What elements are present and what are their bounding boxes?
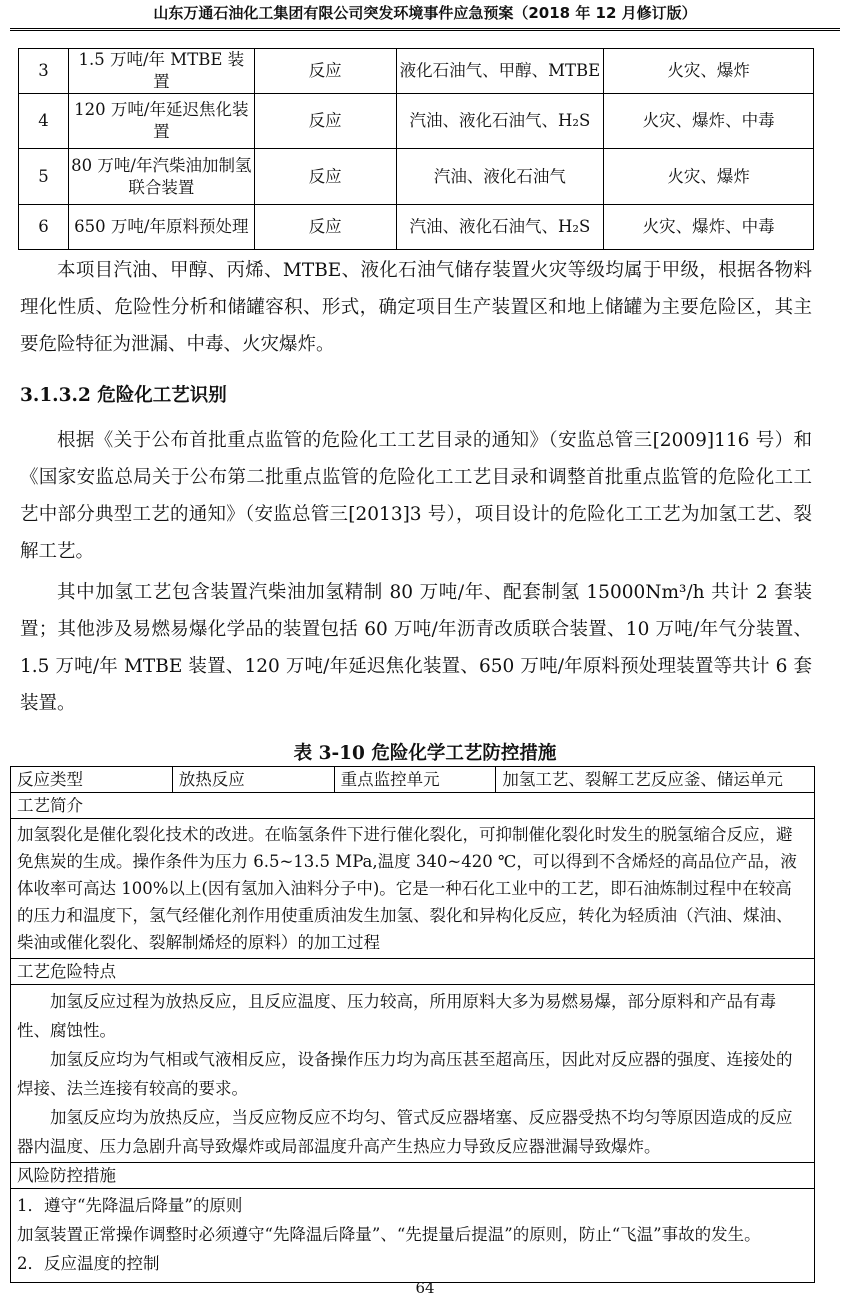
hazard-type: 火灾、爆炸、中毒	[604, 205, 814, 250]
header-title: 山东万通石油化工集团有限公司突发环境事件应急预案（2018 年 12 月修订版）	[153, 4, 697, 22]
storage-hazard-paragraph: 本项目汽油、甲醇、丙烯、MTBE、液化石油气储存装置火灾等级均属于甲级，根据各物料理化性质、危险性分析和储罐容积、形式，确定项目生产装置区和地上储罐为主要危险区，其主要危险特征为泄漏、中毒、火灾爆炸。	[20, 260, 812, 355]
hazard-features-label: 工艺危险特点	[11, 959, 815, 985]
hazard-paragraph: 加氢反应均为放热反应，当反应物反应不均匀、管式反应器堵塞、反应器受热不均匀等原因造成的反应器内温度、压力急剧升高导致爆炸或局部温度升高产生热应力导致反应器泄漏导致爆炸。	[17, 1108, 793, 1156]
hazard-type: 火灾、爆炸	[604, 149, 814, 205]
hazard-features-cell	[11, 985, 815, 1163]
hazard-paragraph: 加氢反应均为气相或气液相反应，设备操作压力均为高压甚至超高压，因此对反应器的强度、连接处的焊接、法兰连接有较高的要求。	[17, 1050, 793, 1098]
table-row	[11, 985, 815, 1163]
hazardous-materials: 汽油、液化石油气	[396, 149, 604, 205]
table-row	[11, 819, 815, 959]
table-caption: 表 3-10 危险化学工艺防控措施	[293, 743, 557, 764]
unit-name: 1.5 万吨/年 MTBE 装置	[68, 49, 254, 94]
hazardous-materials: 汽油、液化石油气、H₂S	[396, 205, 604, 250]
row-number: 4	[19, 94, 69, 149]
table-row	[19, 149, 814, 205]
table-row	[11, 1189, 815, 1283]
table-row	[19, 94, 814, 149]
control-measures-label: 风险防控措施	[11, 1163, 815, 1189]
process-type: 反应	[254, 49, 396, 94]
section-heading: 3.1.3.2 危险化工艺识别	[20, 385, 227, 406]
table-row	[11, 1163, 815, 1189]
control-measures-cell	[11, 1189, 815, 1283]
table-row	[11, 959, 815, 985]
page-header	[10, 0, 840, 31]
table-row	[19, 49, 814, 94]
control-item: 1．遵守“先降温后降量”的原则	[17, 1196, 243, 1215]
hazard-units-table	[18, 48, 814, 250]
hazard-type: 火灾、爆炸	[604, 49, 814, 94]
hazard-type: 火灾、爆炸、中毒	[604, 94, 814, 149]
units-paragraph: 其中加氢工艺包含装置汽柴油加氢精制 80 万吨/年、配套制氢 15000Nm³/h 共计 2 套装置；其他涉及易燃易爆化学品的装置包括 60 万吨/年沥青改质联合装置、10 万吨/年气分装置、1.5 万吨/年 MTBE 装置、120 万吨/年延迟焦化装置、650 万吨/年原料预处理装置等共计 6 套装置。	[20, 582, 812, 714]
control-item: 2．反应温度的控制	[17, 1254, 160, 1273]
intro-text: 加氢裂化是催化裂化技术的改进。在临氢条件下进行催化裂化，可抑制催化裂化时发生的脱氢缩合反应，避免焦炭的生成。操作条件为压力 6.5~13.5 MPa,温度 340~420 ℃，可以得到不含烯烃的高品位产品，液体收率可高达 100%以上(因有氢加入油料分子中)。它是一种石化工业中的工艺，即石油炼制过程中在较高的压力和温度下，氢气经催化剂作用使重质油发生加氢、裂化和异构化反应，转化为轻质油（汽油、煤油、柴油或催化裂化、裂解制烯烃的原料）的加工过程	[11, 819, 815, 959]
hazardous-materials: 汽油、液化石油气、H₂S	[396, 94, 604, 149]
monitor-unit-value: 加氢工艺、裂解工艺反应釜、储运单元	[496, 767, 815, 793]
reaction-type-label: 反应类型	[11, 767, 173, 793]
row-number: 3	[19, 49, 69, 94]
unit-name: 80 万吨/年汽柴油加制氢联合装置	[68, 149, 254, 205]
hazard-paragraph: 加氢反应过程为放热反应，且反应温度、压力较高，所用原料大多为易燃易爆，部分原料和产品有毒性、腐蚀性。	[17, 992, 776, 1040]
unit-name: 650 万吨/年原料预处理	[68, 205, 254, 250]
process-control-table	[10, 766, 815, 1283]
process-type: 反应	[254, 205, 396, 250]
reaction-type-value: 放热反应	[172, 767, 334, 793]
table-row	[11, 767, 815, 793]
process-type: 反应	[254, 149, 396, 205]
table-row	[11, 793, 815, 819]
process-type: 反应	[254, 94, 396, 149]
unit-name: 120 万吨/年延迟焦化装置	[68, 94, 254, 149]
table-row	[19, 205, 814, 250]
page-number: 64	[415, 1279, 435, 1297]
intro-label: 工艺简介	[11, 793, 815, 819]
monitor-unit-label: 重点监控单元	[334, 767, 496, 793]
control-item-text: 加氢装置正常操作调整时必须遵守“先降温后降量”、“先提量后提温”的原则，防止“飞温”事故的发生。	[17, 1225, 761, 1244]
row-number: 6	[19, 205, 69, 250]
hazardous-materials: 液化石油气、甲醇、MTBE	[396, 49, 604, 94]
row-number: 5	[19, 149, 69, 205]
regulation-paragraph: 根据《关于公布首批重点监管的危险化工工艺目录的通知》（安监总管三[2009]116 号）和《国家安监总局关于公布第二批重点监管的危险化工工艺目录和调整首批重点监管的危险化工工艺中部分典型工艺的通知》（安监总管三[2013]3 号），项目设计的危险化工工艺为加氢工艺、裂解工艺。	[20, 430, 812, 562]
